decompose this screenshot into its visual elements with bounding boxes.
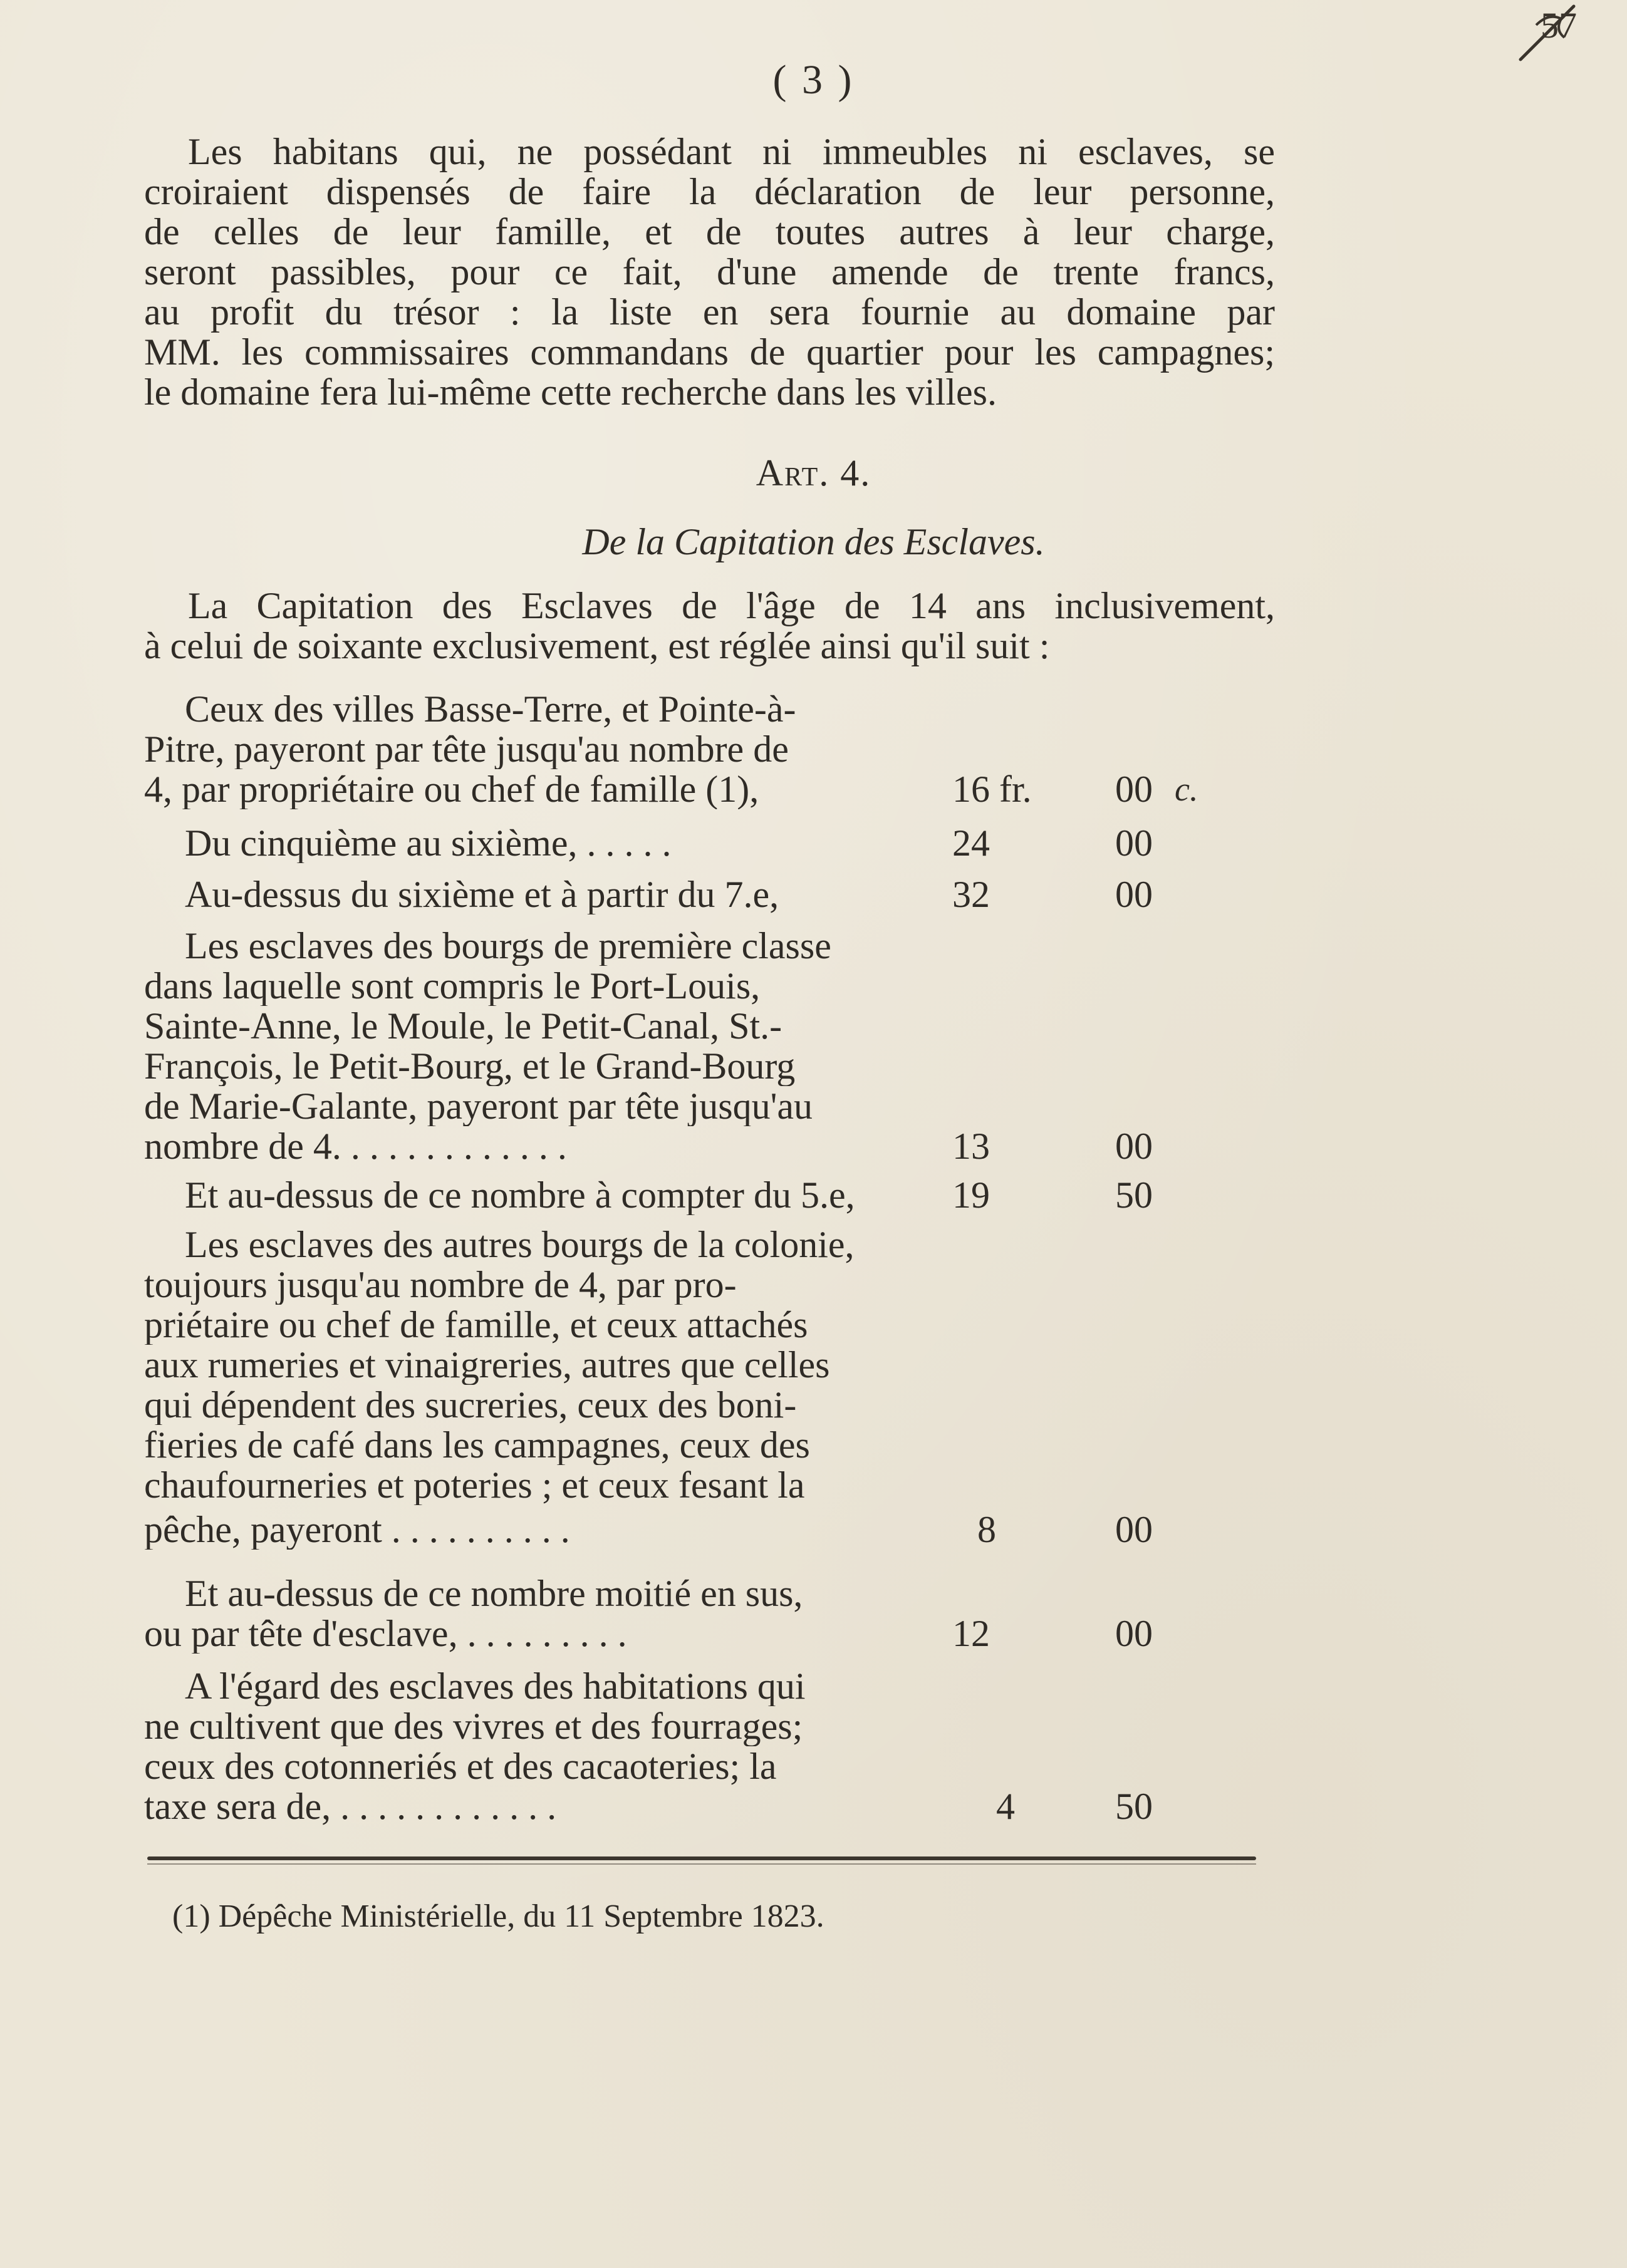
rate-line: Et au-dessus de ce nombre à compter du 5.e,: [185, 1175, 855, 1215]
rate-line: pêche, payeront . . . . . . . . . .: [144, 1509, 570, 1550]
page-number: ( 3 ): [772, 57, 855, 103]
footnote-rule-thin: [147, 1863, 1256, 1865]
intro-paragraph: [144, 132, 1275, 412]
rate-centimes: 00: [1115, 1509, 1153, 1550]
rate-centimes: 00: [1115, 1613, 1153, 1654]
corner-mark-text: 57: [1541, 5, 1577, 46]
rate-line: Pitre, payeront par tête jusqu'au nombre de: [144, 729, 789, 769]
rate-line: chaufourneries et poteries ; et ceux fesant la: [144, 1465, 805, 1505]
rate-centimes: 50: [1115, 1786, 1153, 1827]
intro-line: de celles de leur famille, et de toutes autres à leur charge,: [144, 211, 1275, 252]
intro-line: Les habitans qui, ne possédant ni immeubles ni esclaves, se: [188, 131, 1275, 172]
article-title: De la Capitation des Esclaves.: [582, 521, 1045, 562]
intro-line: MM. les commissaires commandans de quartier pour les campagnes;: [144, 331, 1275, 373]
footnote: (1) Dépêche Ministérielle, du 11 Septembre 1823.: [172, 1898, 824, 1934]
rate-entry: [144, 823, 1240, 863]
rate-line: nombre de 4. . . . . . . . . . . . .: [144, 1126, 567, 1166]
rate-line: Ceux des villes Basse-Terre, et Pointe-à-: [185, 689, 796, 729]
rate-line: de Marie-Galante, payeront par tête jusqu'au: [144, 1086, 813, 1126]
rate-centimes: 00: [1115, 874, 1153, 915]
rate-line: ceux des cotonneriés et des cacaoteries; la: [144, 1746, 777, 1786]
rate-line: Au-dessus du sixième et à partir du 7.e,: [185, 874, 779, 914]
intro-line: au profit du trésor : la liste en sera fournie au domaine par: [144, 291, 1275, 333]
rate-francs: 19: [952, 1174, 990, 1216]
article-label: [0, 454, 1627, 492]
rate-line: 4, par propriétaire ou chef de famille (1),: [144, 769, 759, 809]
rate-line: Et au-dessus de ce nombre moitié en sus,: [185, 1573, 803, 1613]
rate-line: ne cultivent que des vivres et des fourrages;: [144, 1706, 803, 1746]
rate-centimes: 00: [1115, 1126, 1153, 1167]
rate-francs: 32: [952, 874, 990, 915]
article-intro-line: à celui de soixante exclusivement, est réglée ainsi qu'il suit :: [144, 625, 1050, 666]
rate-centimes: 00: [1115, 769, 1153, 810]
intro-line: le domaine fera lui-même cette recherche dans les villes.: [144, 371, 997, 413]
rate-entry: [144, 1175, 1240, 1215]
rate-line: Les esclaves des autres bourgs de la colonie,: [185, 1225, 855, 1265]
rate-francs: 4: [996, 1786, 1015, 1827]
rate-line: priétaire ou chef de famille, et ceux attachés: [144, 1305, 808, 1345]
footnote-rule: [147, 1856, 1256, 1860]
article-label-text: Art. 4.: [756, 452, 871, 494]
rate-line: toujours jusqu'au nombre de 4, par pro-: [144, 1265, 737, 1305]
article-intro-line: La Capitation des Esclaves de l'âge de 14 ans inclusivement,: [188, 585, 1275, 626]
rate-entry: [144, 874, 1240, 914]
rate-line: dans laquelle sont compris le Port-Louis,: [144, 966, 761, 1006]
rate-line: A l'égard des esclaves des habitations qui: [185, 1666, 806, 1706]
rate-line: ou par tête d'esclave, . . . . . . . . .: [144, 1613, 627, 1654]
rate-francs: 12: [952, 1613, 990, 1654]
rate-centimes: 00: [1115, 822, 1153, 864]
article-intro: [144, 586, 1275, 666]
rate-line: fieries de café dans les campagnes, ceux des: [144, 1425, 810, 1465]
rate-centimes: 50: [1115, 1174, 1153, 1216]
rate-line: François, le Petit-Bourg, et le Grand-Bourg: [144, 1046, 796, 1086]
rate-line: qui dépendent des sucreries, ceux des boni-: [144, 1385, 797, 1425]
intro-line: croiraient dispensés de faire la déclaration de leur personne,: [144, 171, 1275, 212]
rate-line: Les esclaves des bourgs de première classe: [185, 926, 831, 966]
rate-francs: 24: [952, 822, 990, 864]
rate-line: Du cinquième au sixième, . . . . .: [185, 823, 672, 863]
rate-line: aux rumeries et vinaigreries, autres que celles: [144, 1345, 830, 1385]
rate-francs: 8: [977, 1509, 996, 1550]
intro-line: seront passibles, pour ce fait, d'une amende de trente francs,: [144, 251, 1275, 293]
rate-centimes-unit: c.: [1175, 770, 1198, 808]
rate-francs: 16 fr.: [952, 769, 1032, 810]
rate-line: taxe sera de, . . . . . . . . . . . .: [144, 1786, 557, 1826]
rate-line: Sainte-Anne, le Moule, le Petit-Canal, St.-: [144, 1006, 782, 1046]
rate-francs: 13: [952, 1126, 990, 1167]
